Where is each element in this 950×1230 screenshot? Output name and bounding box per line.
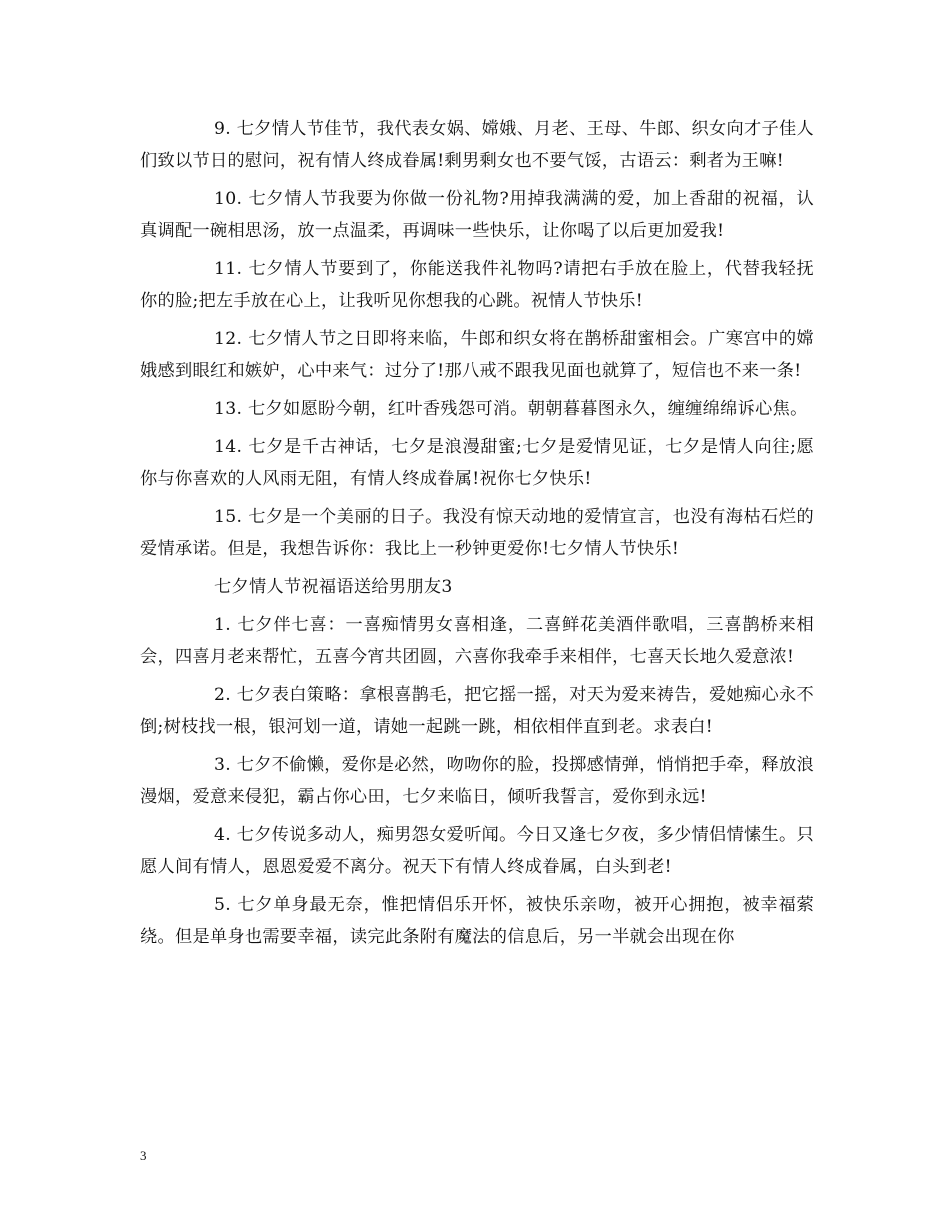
page-number: 3 [140, 1148, 147, 1163]
paragraph-9: 9. 七夕情人节佳节，我代表女娲、嫦娥、月老、王母、牛郎、织女向才子佳人们致以节日的慰问，祝有情人终成眷属!剩男剩女也不要气馁，古语云：剩者为王嘛! [140, 119, 814, 171]
paragraph-s3-2: 2. 七夕表白策略：拿根喜鹊毛，把它摇一摇，对天为爱来祷告，爱她痴心永不倒;树枝找一根，银河划一道，请她一起跳一跳，相依相伴直到老。求表白! [140, 685, 814, 737]
paragraph-14: 14. 七夕是千古神话，七夕是浪漫甜蜜;七夕是爱情见证，七夕是情人向往;愿你与你喜欢的人风雨无阻，有情人终成眷属!祝你七夕快乐! [140, 437, 814, 489]
paragraph-s3-3: 3. 七夕不偷懒，爱你是必然，吻吻你的脸，投掷感情弹，悄悄把手牵，释放浪漫烟，爱意来侵犯，霸占你心田，七夕来临日，倾听我誓言，爱你到永远! [140, 755, 814, 807]
paragraph-15: 15. 七夕是一个美丽的日子。我没有惊天动地的爱情宣言，也没有海枯石烂的爱情承诺。但是，我想告诉你：我比上一秒钟更爱你!七夕情人节快乐! [140, 507, 814, 559]
paragraph-13: 13. 七夕如愿盼今朝，红叶香残怨可消。朝朝暮暮图永久，缠缠绵绵诉心焦。 [214, 399, 808, 419]
paragraph-12: 12. 七夕情人节之日即将来临，牛郎和织女将在鹊桥甜蜜相会。广寒宫中的嫦娥感到眼红和嫉妒，心中来气：过分了!那八戒不跟我见面也就算了，短信也不来一条! [140, 329, 814, 381]
section-heading: 七夕情人节祝福语送给男朋友3 [214, 577, 453, 597]
document-body [140, 113, 814, 959]
paragraph-10: 10. 七夕情人节我要为你做一份礼物?用掉我满满的爱，加上香甜的祝福，认真调配一碗相思汤，放一点温柔，再调味一些快乐，让你喝了以后更加爱我! [140, 189, 814, 241]
paragraph-s3-1: 1. 七夕伴七喜：一喜痴情男女喜相逢，二喜鲜花美酒伴歌唱，三喜鹊桥来相会，四喜月老来帮忙，五喜今宵共团圆，六喜你我牵手来相伴，七喜天长地久爱意浓! [140, 615, 814, 667]
paragraph-s3-5: 5. 七夕单身最无奈，惟把情侣乐开怀，被快乐亲吻，被开心拥抱，被幸福萦绕。但是单身也需要幸福，读完此条附有魔法的信息后，另一半就会出现在你 [140, 895, 814, 947]
paragraph-11: 11. 七夕情人节要到了，你能送我件礼物吗?请把右手放在脸上，代替我轻抚你的脸;把左手放在心上，让我听见你想我的心跳。祝情人节快乐! [140, 259, 814, 311]
paragraph-s3-4: 4. 七夕传说多动人，痴男怨女爱听闻。今日又逢七夕夜，多少情侣情愫生。只愿人间有情人，恩恩爱爱不离分。祝天下有情人终成眷属，白头到老! [140, 825, 814, 877]
